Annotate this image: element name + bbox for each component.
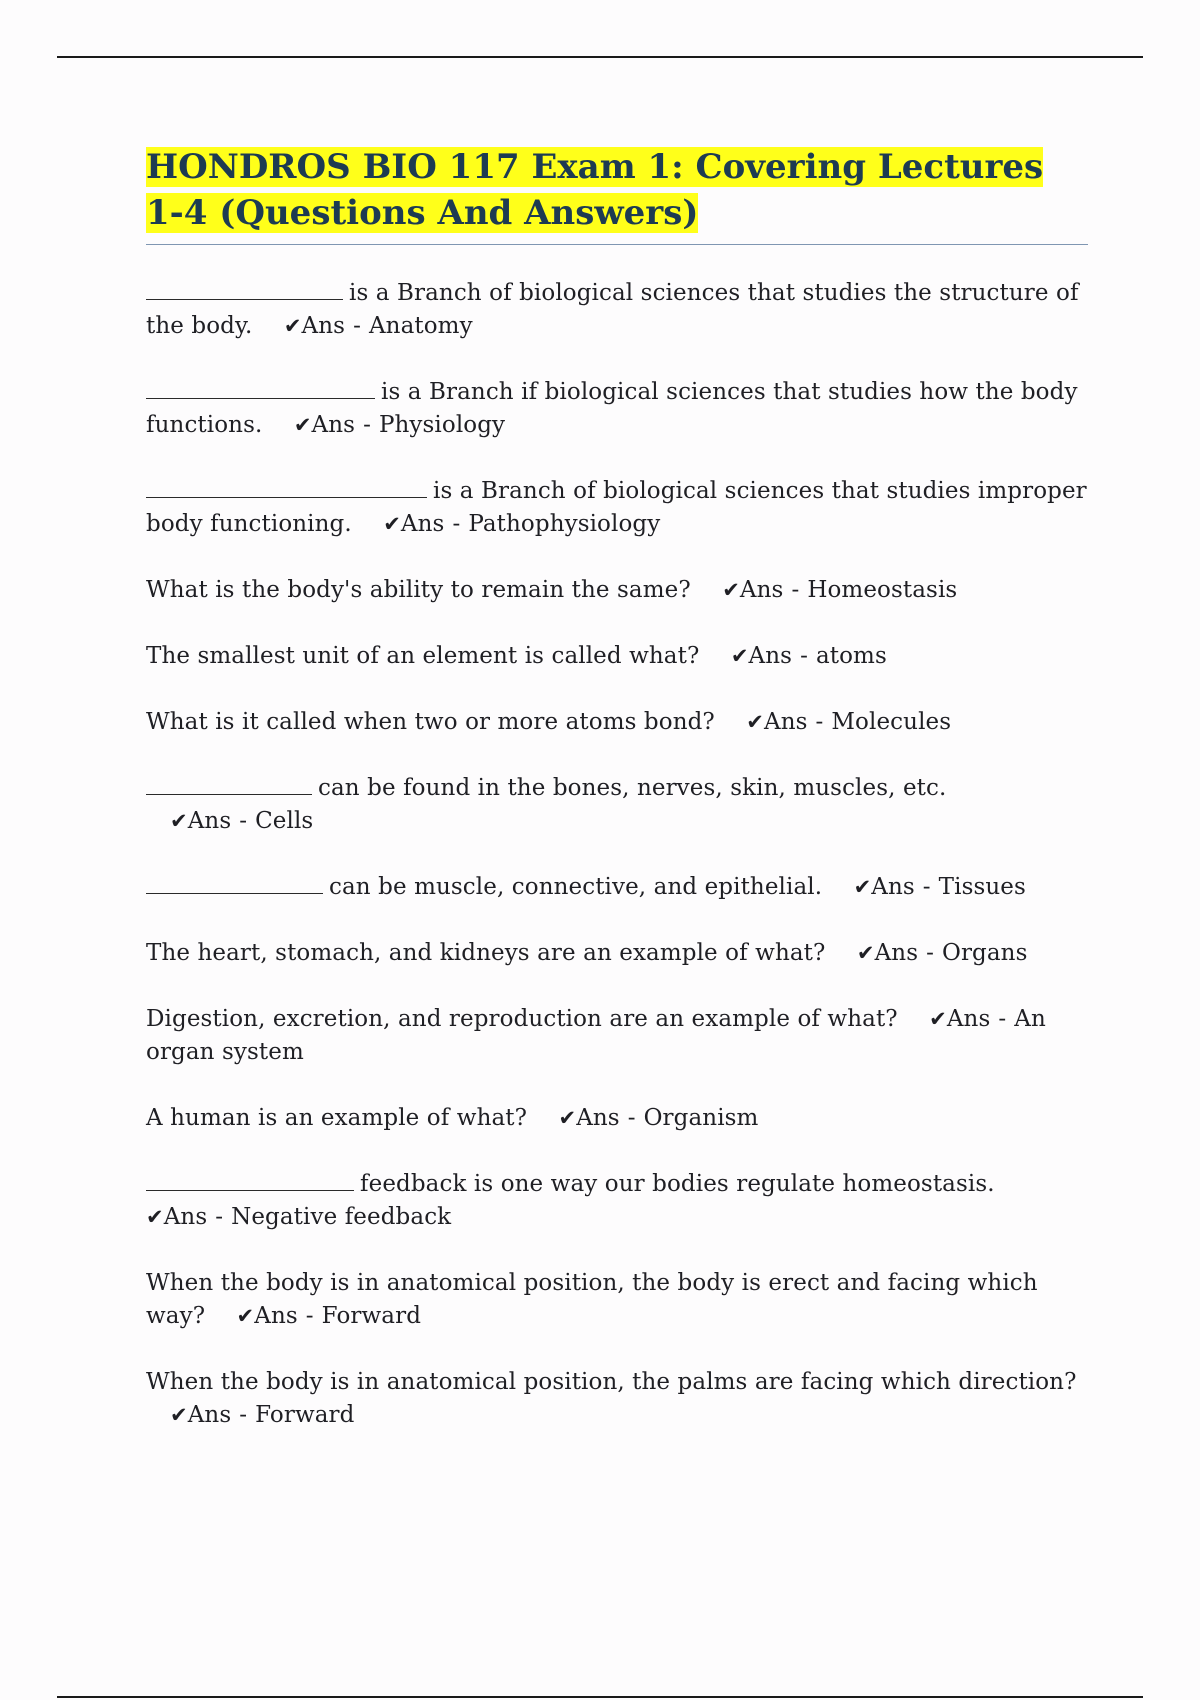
answer-block: ✔Ans - atoms	[730, 643, 887, 669]
answer-text: Organism	[643, 1105, 759, 1131]
answer-block: ✔Ans - Physiology	[293, 412, 506, 438]
fill-in-blank	[146, 279, 343, 300]
ans-label: Ans	[748, 643, 793, 669]
fill-in-blank	[146, 1170, 354, 1191]
qa-item	[146, 640, 1088, 673]
answer-text: Homeostasis	[807, 577, 958, 603]
check-mark-icon: ✔	[146, 1205, 164, 1229]
answer-text: Organs	[941, 940, 1028, 966]
qa-item	[146, 772, 1088, 838]
qa-item	[146, 277, 1088, 343]
answer-block: ✔Ans - Molecules	[746, 709, 952, 735]
answer-text: atoms	[815, 643, 887, 669]
answer-text: Anatomy	[368, 313, 473, 339]
fill-in-blank	[146, 873, 323, 894]
ans-label: Ans	[874, 940, 919, 966]
check-mark-icon: ✔	[236, 1304, 255, 1328]
check-mark-icon: ✔	[929, 1007, 947, 1031]
check-mark-icon: ✔	[170, 1403, 188, 1427]
page-bottom-rule	[57, 1696, 1143, 1698]
question-text: is a Branch of biological sciences that studies the structure of the body.	[146, 280, 1079, 339]
document-body	[146, 144, 1088, 1465]
ans-label: Ans	[311, 412, 356, 438]
question-text: When the body is in anatomical position, the body is erect and facing which way?	[146, 1270, 1038, 1329]
qa-item	[146, 1267, 1088, 1333]
answer-block: ✔Ans - Cells	[170, 808, 314, 834]
answer-text: Physiology	[378, 412, 506, 438]
answer-text: Tissues	[938, 874, 1026, 900]
answer-text: Forward	[255, 1402, 355, 1428]
ans-label: Ans	[576, 1105, 620, 1131]
title-divider	[146, 244, 1088, 245]
ans-label: Ans	[871, 874, 915, 900]
qa-item	[146, 475, 1088, 541]
ans-label: Ans	[163, 1204, 208, 1230]
qa-item	[146, 574, 1088, 607]
answer-text: Negative feedback	[231, 1204, 452, 1230]
answer-block: ✔Ans - Homeostasis	[722, 577, 958, 603]
answer-text: An organ system	[146, 1006, 1046, 1065]
answer-block: ✔Ans - An organ system	[146, 1006, 1046, 1065]
ans-label: Ans	[739, 577, 784, 603]
answer-text: Cells	[255, 808, 314, 834]
question-text: can be muscle, connective, and epithelial.	[329, 874, 823, 900]
qa-item	[146, 1003, 1088, 1069]
answer-block: ✔Ans - Pathophysiology	[383, 511, 661, 537]
question-text: is a Branch if biological sciences that studies how the body functions.	[146, 379, 1078, 438]
qa-item	[146, 706, 1088, 739]
document-title	[146, 144, 1088, 236]
check-mark-icon: ✔	[293, 413, 312, 437]
ans-label: Ans	[187, 808, 232, 834]
check-mark-icon: ✔	[170, 809, 188, 833]
ans-label: Ans	[254, 1303, 298, 1329]
question-text: A human is an example of what?	[146, 1105, 528, 1131]
qa-item	[146, 871, 1088, 904]
question-text: Digestion, excretion, and reproduction are an example of what?	[146, 1006, 898, 1032]
check-mark-icon: ✔	[722, 578, 740, 602]
check-mark-icon: ✔	[558, 1106, 577, 1130]
qa-item	[146, 376, 1088, 442]
fill-in-blank	[146, 774, 312, 795]
ans-label: Ans	[301, 313, 346, 339]
answer-text: Pathophysiology	[468, 511, 661, 537]
check-mark-icon: ✔	[283, 314, 302, 338]
answer-block: ✔Ans - Forward	[170, 1402, 355, 1428]
answer-block: ✔Ans - Negative feedback	[146, 1204, 452, 1230]
answer-block: ✔Ans - Organism	[558, 1105, 759, 1131]
title-highlight: HONDROS BIO 117 Exam 1: Covering Lectures 1-4 (Questions And Answers)	[146, 147, 1044, 233]
question-text: What is the body's ability to remain the same?	[146, 577, 691, 603]
qa-item	[146, 1102, 1088, 1135]
ans-label: Ans	[946, 1006, 991, 1032]
check-mark-icon: ✔	[746, 710, 764, 734]
question-text: The smallest unit of an element is called what?	[146, 643, 700, 669]
ans-label: Ans	[400, 511, 445, 537]
qa-item	[146, 937, 1088, 970]
question-text: is a Branch of biological sciences that studies improper body functioning.	[146, 478, 1087, 537]
answer-block: ✔Ans - Anatomy	[283, 313, 473, 339]
question-text: What is it called when two or more atoms bond?	[146, 709, 715, 735]
fill-in-blank	[146, 378, 375, 399]
fill-in-blank	[146, 477, 427, 498]
question-text: feedback is one way our bodies regulate homeostasis.	[360, 1171, 995, 1197]
question-text: can be found in the bones, nerves, skin, muscles, etc.	[318, 775, 947, 801]
check-mark-icon: ✔	[856, 941, 875, 965]
answer-text: Molecules	[831, 709, 952, 735]
ans-label: Ans	[187, 1402, 232, 1428]
qa-item	[146, 1366, 1088, 1432]
question-text: When the body is in anatomical position, the palms are facing which direction?	[146, 1369, 1077, 1395]
qa-item	[146, 1168, 1088, 1234]
answer-block: ✔Ans - Organs	[856, 940, 1028, 966]
ans-label: Ans	[764, 709, 808, 735]
answer-text: Forward	[321, 1303, 422, 1329]
question-text: The heart, stomach, and kidneys are an example of what?	[146, 940, 826, 966]
answer-block: ✔Ans - Forward	[236, 1303, 422, 1329]
check-mark-icon: ✔	[383, 512, 401, 536]
answer-block: ✔Ans - Tissues	[853, 874, 1026, 900]
check-mark-icon: ✔	[730, 644, 749, 668]
page-top-rule	[57, 56, 1143, 58]
check-mark-icon: ✔	[853, 875, 872, 899]
